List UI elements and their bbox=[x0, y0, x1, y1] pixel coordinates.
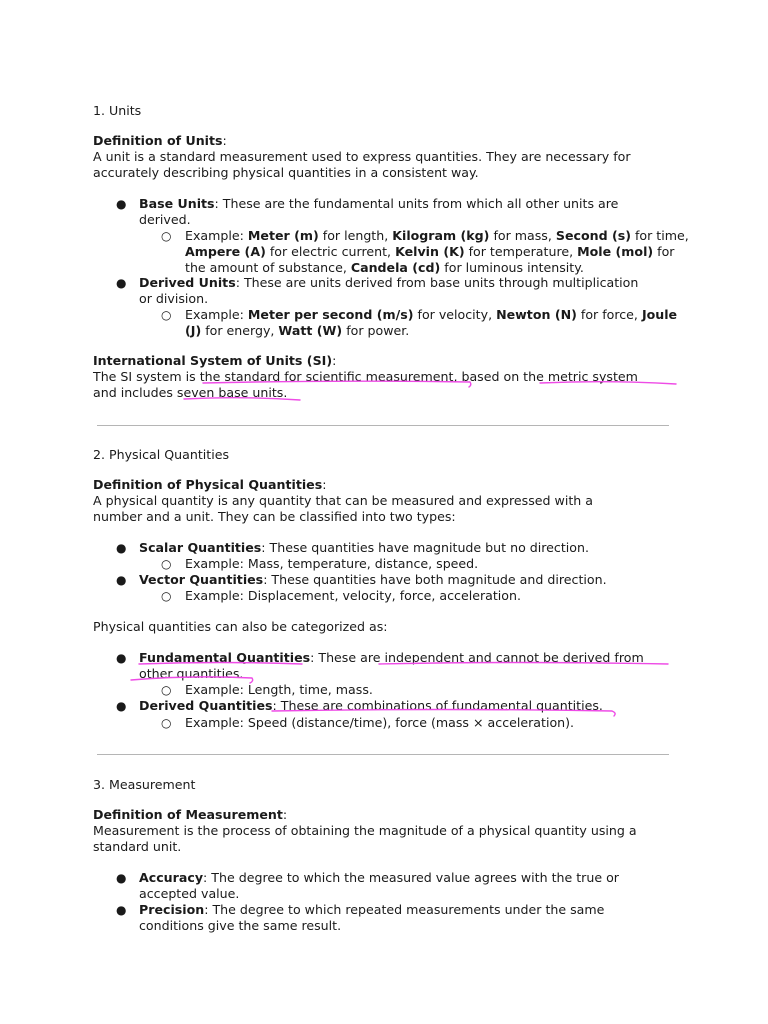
derived-quantities-example: Example: Speed (distance/time), force (mass × acceleration). bbox=[185, 715, 575, 730]
derived-units-line2: or division. bbox=[139, 291, 209, 306]
quantities-definition-heading: Definition of Physical Quantities: bbox=[93, 477, 327, 492]
bullet-precision: ● bbox=[116, 903, 127, 917]
section-divider bbox=[97, 425, 669, 426]
bullet-scalar: ● bbox=[116, 541, 127, 555]
sub-bullet-scalar-example: ○ bbox=[161, 557, 172, 571]
measurement-definition-heading: Definition of Measurement: bbox=[93, 807, 288, 822]
precision-line2: conditions give the same result. bbox=[139, 918, 342, 933]
sub-bullet-derived-quantities-example: ○ bbox=[161, 716, 172, 730]
derived-units-line1: Derived Units: These are units derived from base units through multiplication bbox=[139, 275, 639, 290]
units-definition-line1: A unit is a standard measurement used to express quantities. They are necessary for bbox=[93, 149, 631, 164]
section-title-measurement: 3. Measurement bbox=[93, 777, 196, 792]
derived-units-example-line2: (J) for energy, Watt (W) for power. bbox=[185, 323, 410, 338]
bullet-vector: ● bbox=[116, 573, 127, 587]
base-units-example-line2: Ampere (A) for electric current, Kelvin (K) for temperature, Mole (mol) for bbox=[185, 244, 675, 259]
sub-bullet-derived-example: ○ bbox=[161, 308, 172, 322]
base-units-example-line3: the amount of substance, Candela (cd) for luminous intensity. bbox=[185, 260, 584, 275]
fundamental-quantities-line2: other quantities. bbox=[139, 666, 244, 681]
sub-bullet-vector-example: ○ bbox=[161, 589, 172, 603]
fundamental-quantities-line1: Fundamental Quantities: These are independent and cannot be derived from bbox=[139, 650, 644, 665]
base-units-line2: derived. bbox=[139, 212, 191, 227]
sub-bullet-fundamental-example: ○ bbox=[161, 683, 172, 697]
bullet-derived-quantities: ● bbox=[116, 699, 127, 713]
si-line1: The SI system is the standard for scientific measurement, based on the metric system bbox=[93, 369, 638, 384]
accuracy-line2: accepted value. bbox=[139, 886, 240, 901]
measurement-definition-line1: Measurement is the process of obtaining the magnitude of a physical quantity using a bbox=[93, 823, 637, 838]
scalar-example: Example: Mass, temperature, distance, speed. bbox=[185, 556, 479, 571]
si-heading: International System of Units (SI): bbox=[93, 353, 337, 368]
fundamental-example: Example: Length, time, mass. bbox=[185, 682, 373, 697]
quantities-definition-line2: number and a unit. They can be classified into two types: bbox=[93, 509, 456, 524]
bullet-base-units: ● bbox=[116, 197, 127, 211]
quantities-definition-line1: A physical quantity is any quantity that can be measured and expressed with a bbox=[93, 493, 593, 508]
section-divider bbox=[97, 754, 669, 755]
vector-quantities-line: Vector Quantities: These quantities have both magnitude and direction. bbox=[139, 572, 607, 587]
units-definition-line2: accurately describing physical quantities in a consistent way. bbox=[93, 165, 479, 180]
vector-example: Example: Displacement, velocity, force, acceleration. bbox=[185, 588, 521, 603]
derived-quantities-line: Derived Quantities: These are combinations of fundamental quantities. bbox=[139, 698, 603, 713]
bullet-accuracy: ● bbox=[116, 871, 127, 885]
sub-bullet-base-example: ○ bbox=[161, 229, 172, 243]
section-title-units: 1. Units bbox=[93, 103, 142, 118]
bullet-fundamental: ● bbox=[116, 651, 127, 665]
accuracy-line1: Accuracy: The degree to which the measured value agrees with the true or bbox=[139, 870, 619, 885]
precision-line1: Precision: The degree to which repeated measurements under the same bbox=[139, 902, 605, 917]
base-units-example-line1: Example: Meter (m) for length, Kilogram (kg) for mass, Second (s) for time, bbox=[185, 228, 689, 243]
categorized-intro: Physical quantities can also be categorized as: bbox=[93, 619, 388, 634]
derived-units-example-line1: Example: Meter per second (m/s) for velocity, Newton (N) for force, Joule bbox=[185, 307, 678, 322]
section-title-physical-quantities: 2. Physical Quantities bbox=[93, 447, 230, 462]
units-definition-heading: Definition of Units: bbox=[93, 133, 227, 148]
scalar-quantities-line: Scalar Quantities: These quantities have magnitude but no direction. bbox=[139, 540, 589, 555]
bullet-derived-units: ● bbox=[116, 276, 127, 290]
measurement-definition-line2: standard unit. bbox=[93, 839, 182, 854]
base-units-line1: Base Units: These are the fundamental units from which all other units are bbox=[139, 196, 619, 211]
si-line2: and includes seven base units. bbox=[93, 385, 288, 400]
